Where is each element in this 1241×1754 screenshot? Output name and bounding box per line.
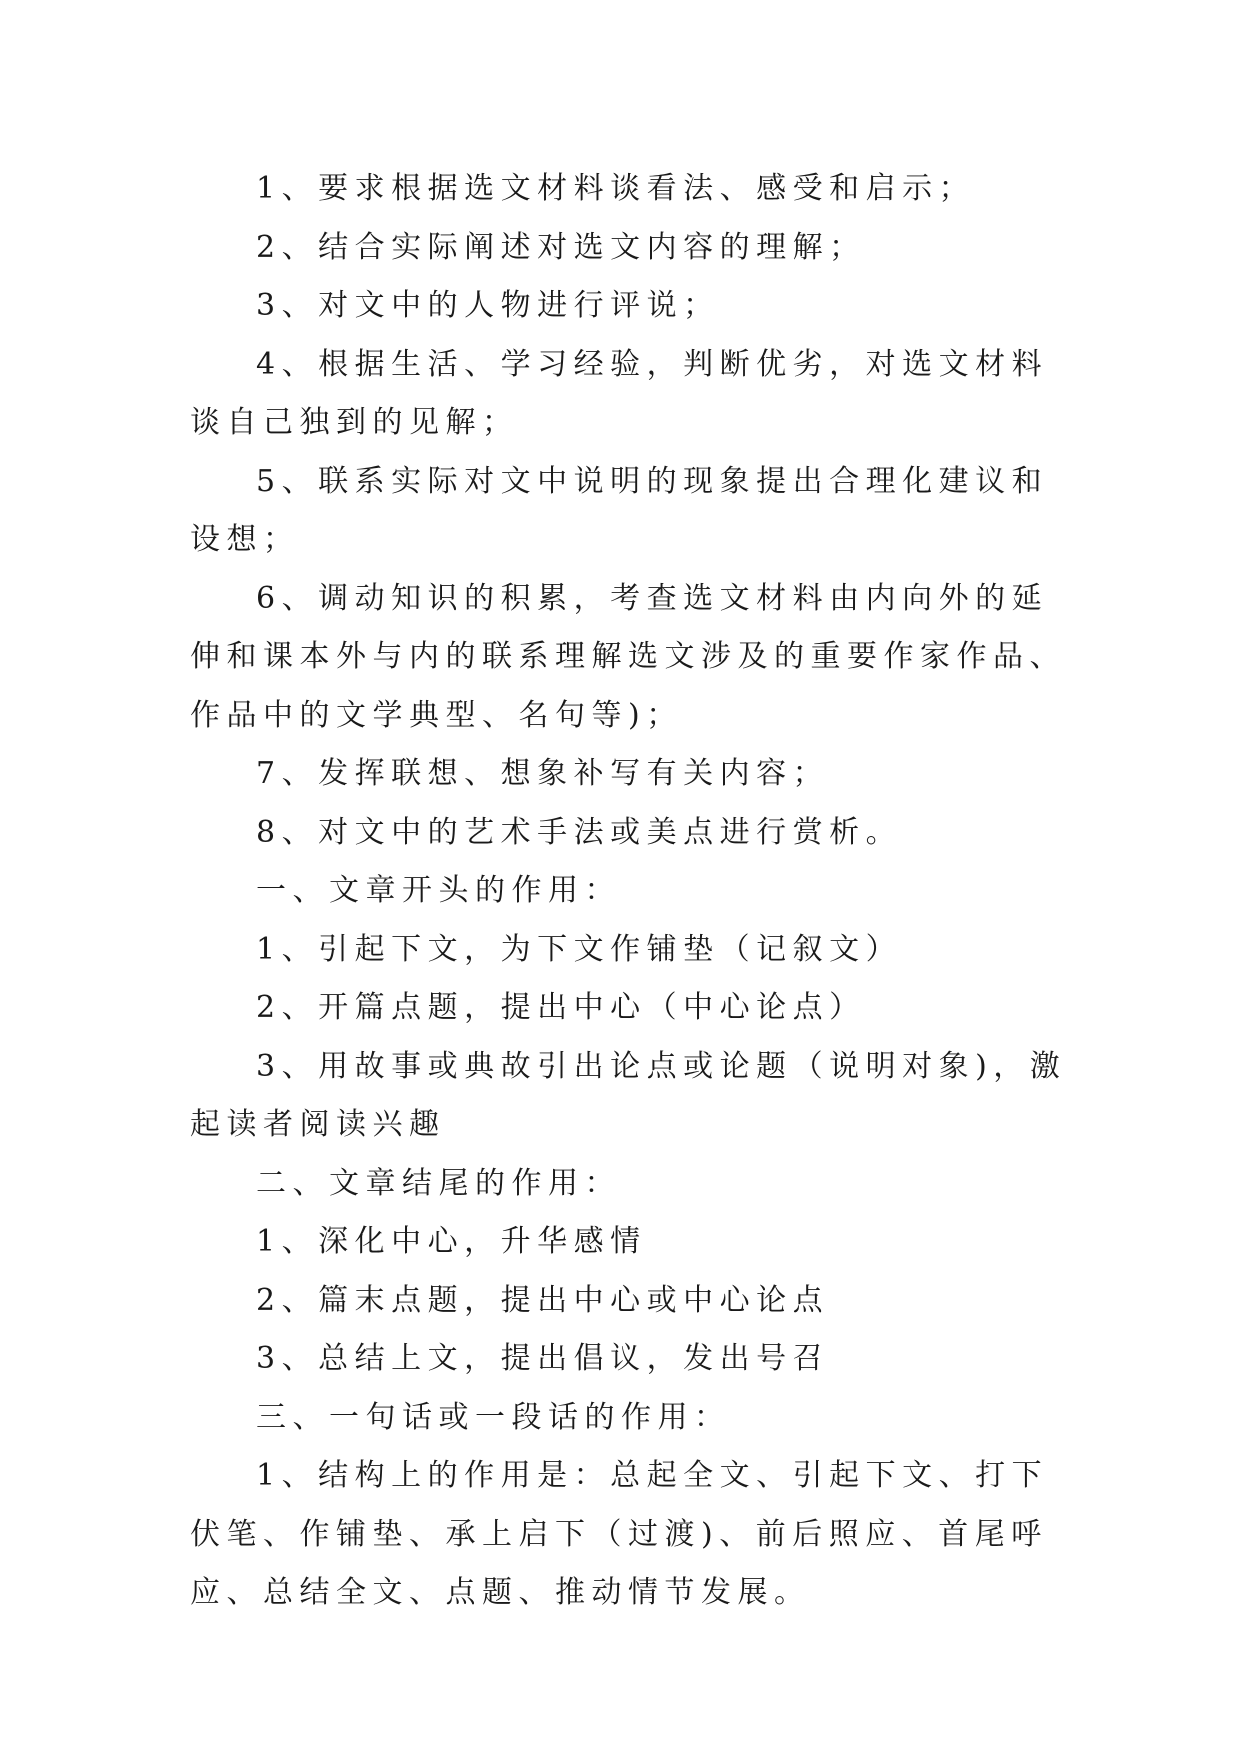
document-body <box>190 160 1070 1623</box>
paragraph: 3、用故事或典故引出论点或论题（说明对象)，激起读者阅读兴趣 <box>190 1048 1067 1142</box>
paragraph: 5、联系实际对文中说明的现象提出合理化建议和设想； <box>190 463 1049 557</box>
section-heading: 一、文章开头的作用： <box>256 873 621 908</box>
paragraph: 1、要求根据选文材料谈看法、感受和启示； <box>256 171 976 206</box>
paragraph: 7、发挥联想、想象补写有关内容； <box>256 756 830 791</box>
paragraph: 1、结构上的作用是：总起全文、引起下文、打下伏笔、作铺垫、承上启下（过渡)、前后照应、首尾呼应、总结全文、点题、推动情节发展。 <box>190 1458 1049 1610</box>
paragraph: 3、对文中的人物进行评说； <box>256 288 720 323</box>
section-heading: 三、一句话或一段话的作用： <box>256 1399 731 1435</box>
paragraph: 2、篇末点题，提出中心或中心论点 <box>256 1282 830 1318</box>
paragraph: 1、引起下文，为下文作铺垫（记叙文） <box>256 931 903 967</box>
paragraph: 2、开篇点题，提出中心（中心论点） <box>256 990 866 1025</box>
paragraph: 1、深化中心，升华感情 <box>256 1224 647 1259</box>
section-heading: 二、文章结尾的作用： <box>256 1165 621 1201</box>
paragraph: 8、对文中的艺术手法或美点进行赏析。 <box>256 814 903 850</box>
paragraph: 4、根据生活、学习经验，判断优劣，对选文材料谈自己独到的见解； <box>190 346 1049 440</box>
paragraph: 2、结合实际阐述对选文内容的理解； <box>256 229 866 265</box>
paragraph: 6、调动知识的积累，考查选文材料由内向外的延伸和课本外与内的联系理解选文涉及的重要作家作品、作品中的文学典型、名句等)； <box>190 580 1066 733</box>
paragraph: 3、总结上文，提出倡议，发出号召 <box>256 1341 830 1376</box>
